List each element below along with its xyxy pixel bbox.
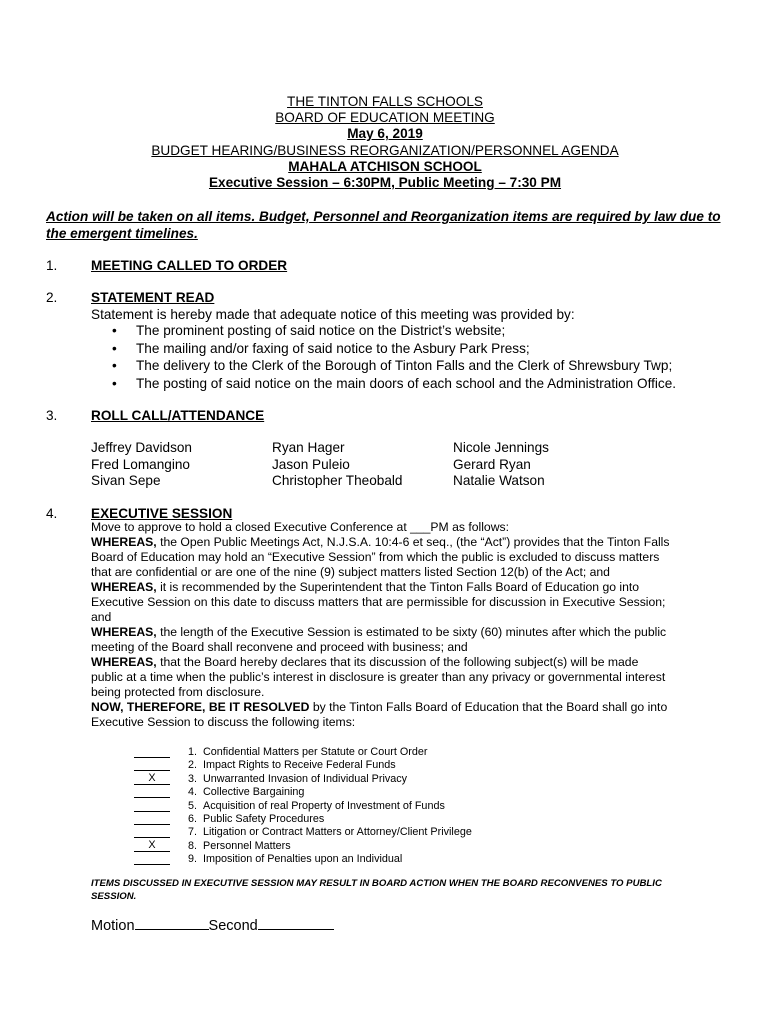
roll-column bbox=[91, 440, 192, 490]
item-number: 6. bbox=[187, 813, 197, 826]
section-2-title: STATEMENT READ bbox=[91, 290, 215, 305]
item-text: Confidential Matters per Statute or Court Order bbox=[203, 746, 428, 758]
item-number: 7. bbox=[187, 826, 197, 839]
member-name: Jeffrey Davidson bbox=[91, 440, 192, 455]
checkbox-line[interactable] bbox=[134, 786, 170, 798]
member-name: Christopher Theobald bbox=[272, 473, 403, 488]
header-school-name: THE TINTON FALLS SCHOOLS bbox=[287, 94, 483, 109]
item-number: 3. bbox=[187, 772, 197, 785]
item-text: Personnel Matters bbox=[203, 839, 291, 852]
executive-items-list bbox=[134, 746, 472, 867]
checkbox-line[interactable] bbox=[134, 813, 170, 825]
item-number: 1. bbox=[187, 746, 197, 758]
move-statement: Move to approve to hold a closed Executive Conference at ___PM as follows: bbox=[91, 520, 509, 534]
clause-label: WHEREAS, bbox=[91, 655, 157, 669]
list-item-text: The posting of said notice on the main doors of each school and the Administration Office. bbox=[136, 375, 677, 391]
list-item bbox=[134, 840, 472, 853]
checkbox-line[interactable] bbox=[134, 853, 170, 865]
item-number: 5. bbox=[187, 799, 197, 812]
item-text: Litigation or Contract Matters or Attorney/Client Privilege bbox=[203, 826, 472, 839]
roll-column bbox=[453, 440, 549, 490]
list-item bbox=[110, 340, 676, 358]
member-name: Jason Puleio bbox=[272, 456, 350, 472]
item-text: Acquisition of real Property of Investment of Funds bbox=[203, 799, 445, 812]
item-number: 9. bbox=[187, 853, 197, 866]
header-agenda-type: BUDGET HEARING/BUSINESS REORGANIZATION/PERSONNEL AGENDA bbox=[151, 142, 619, 158]
clause-text: by the Tinton Falls Board of Education that the Board shall go into Executive Session to discuss the following items: bbox=[91, 700, 668, 729]
list-item bbox=[134, 826, 472, 839]
item-text: Imposition of Penalties upon an Individual bbox=[203, 853, 403, 866]
item-text: Public Safety Procedures bbox=[203, 813, 325, 826]
closing-note: ITEMS DISCUSSED IN EXECUTIVE SESSION MAY RESULT IN BOARD ACTION WHEN THE BOARD RECONVENES TO PUBLIC SESSION. bbox=[91, 878, 662, 902]
clause-text: that the Board hereby declares that its discussion of the following subject(s) will be made public at a time when the public’s interest in disclosure is greater than any privacy or governmental interest being protected from disclosure. bbox=[91, 655, 666, 699]
checkbox-line[interactable] bbox=[134, 746, 170, 758]
clause-text: the Open Public Meetings Act, N.J.S.A. 10:4-6 et seq., (the “Act”) provides that the Tinton Falls Board of Education may hold an “Executive Session” from which the public is excluded to discuss matters that are confidential or are one of the nine (9) subject matters listed Section 12(b) of the Act; and bbox=[91, 535, 670, 579]
section-2-number: 2. bbox=[46, 290, 58, 305]
clause-label: WHEREAS, bbox=[91, 580, 157, 594]
member-name: Gerard Ryan bbox=[453, 456, 531, 472]
member-name: Fred Lomangino bbox=[91, 456, 190, 472]
clause-label: WHEREAS, bbox=[91, 625, 157, 639]
item-text: Impact Rights to Receive Federal Funds bbox=[203, 759, 396, 772]
item-number: 8. bbox=[187, 839, 197, 852]
list-item bbox=[134, 800, 472, 813]
executive-session-text bbox=[91, 520, 671, 730]
checkbox-line[interactable] bbox=[134, 759, 170, 771]
header-meeting-name: BOARD OF EDUCATION MEETING bbox=[275, 110, 495, 126]
item-number: 2. bbox=[187, 759, 197, 772]
second-blank[interactable] bbox=[258, 917, 334, 930]
whereas-clause bbox=[91, 655, 671, 700]
section-3-title: ROLL CALL/ATTENDANCE bbox=[91, 408, 265, 423]
member-name: Natalie Watson bbox=[453, 473, 545, 488]
list-item-text: The prominent posting of said notice on the District’s website; bbox=[136, 323, 506, 338]
list-item bbox=[110, 357, 676, 375]
item-text: Unwarranted Invasion of Individual Privacy bbox=[203, 772, 408, 785]
statement-intro: Statement is hereby made that adequate notice of this meeting was provided by: bbox=[91, 307, 575, 322]
bullet-icon: • bbox=[112, 375, 117, 391]
list-item-text: The mailing and/or faxing of said notice to the Asbury Park Press; bbox=[136, 340, 530, 356]
header-times: Executive Session – 6:30PM, Public Meeting – 7:30 PM bbox=[208, 175, 562, 191]
list-item bbox=[110, 375, 676, 393]
clause-label: WHEREAS, bbox=[91, 535, 157, 549]
bullet-icon: • bbox=[112, 340, 117, 356]
section-4-number: 4. bbox=[46, 506, 58, 521]
clause-text: it is recommended by the Superintendent that the Tinton Falls Board of Education go into Executive Session on this date to discuss matters that are permissible for discussion in Executive Session; and bbox=[91, 580, 666, 624]
clause-text: the length of the Executive Session is estimated to be sixty (60) minutes after which the public meeting of the Board shall reconvene and proceed with business; and bbox=[91, 625, 667, 654]
checkbox-line[interactable]: X bbox=[134, 840, 170, 852]
bullet-icon: • bbox=[112, 323, 117, 338]
motion-blank[interactable] bbox=[135, 917, 209, 930]
member-name: Sivan Sepe bbox=[91, 473, 161, 488]
motion-line bbox=[91, 917, 334, 934]
member-name: Ryan Hager bbox=[272, 440, 345, 455]
list-item bbox=[134, 813, 472, 826]
motion-label: Motion bbox=[91, 918, 135, 934]
list-item bbox=[134, 746, 472, 759]
list-item bbox=[134, 773, 472, 786]
checkbox-line[interactable] bbox=[134, 800, 170, 812]
second-label: Second bbox=[208, 918, 258, 934]
list-item bbox=[110, 322, 676, 340]
roll-column bbox=[272, 440, 402, 490]
list-item bbox=[134, 759, 472, 772]
list-item-text: The delivery to the Clerk of the Borough of Tinton Falls and the Clerk of Shrewsbury Twp; bbox=[136, 358, 673, 373]
section-1-title: MEETING CALLED TO ORDER bbox=[91, 258, 288, 273]
action-notice: Action will be taken on all items. Budget, Personnel and Reorganization items are required by law due to the emergent timelines. bbox=[46, 209, 721, 241]
item-text: Collective Bargaining bbox=[203, 786, 305, 799]
bullet-icon: • bbox=[112, 358, 117, 373]
item-number: 4. bbox=[187, 786, 197, 799]
header-location: MAHALA ATCHISON SCHOOL bbox=[288, 158, 482, 174]
section-3-number: 3. bbox=[46, 408, 58, 423]
checkbox-line[interactable] bbox=[134, 826, 170, 838]
whereas-clause bbox=[91, 625, 671, 655]
clause-label: NOW, THEREFORE, BE IT RESOLVED bbox=[91, 700, 310, 714]
header-date: May 6, 2019 bbox=[347, 126, 423, 142]
list-item bbox=[134, 786, 472, 799]
whereas-clause bbox=[91, 535, 671, 580]
section-1-number: 1. bbox=[46, 258, 58, 273]
document-header bbox=[0, 94, 770, 191]
checkbox-line[interactable]: X bbox=[134, 773, 170, 785]
list-item bbox=[134, 853, 472, 866]
resolved-clause bbox=[91, 700, 671, 730]
section-4-title: EXECUTIVE SESSION bbox=[91, 506, 233, 521]
notice-methods-list bbox=[110, 322, 676, 392]
whereas-clause bbox=[91, 580, 671, 625]
member-name: Nicole Jennings bbox=[453, 440, 549, 455]
